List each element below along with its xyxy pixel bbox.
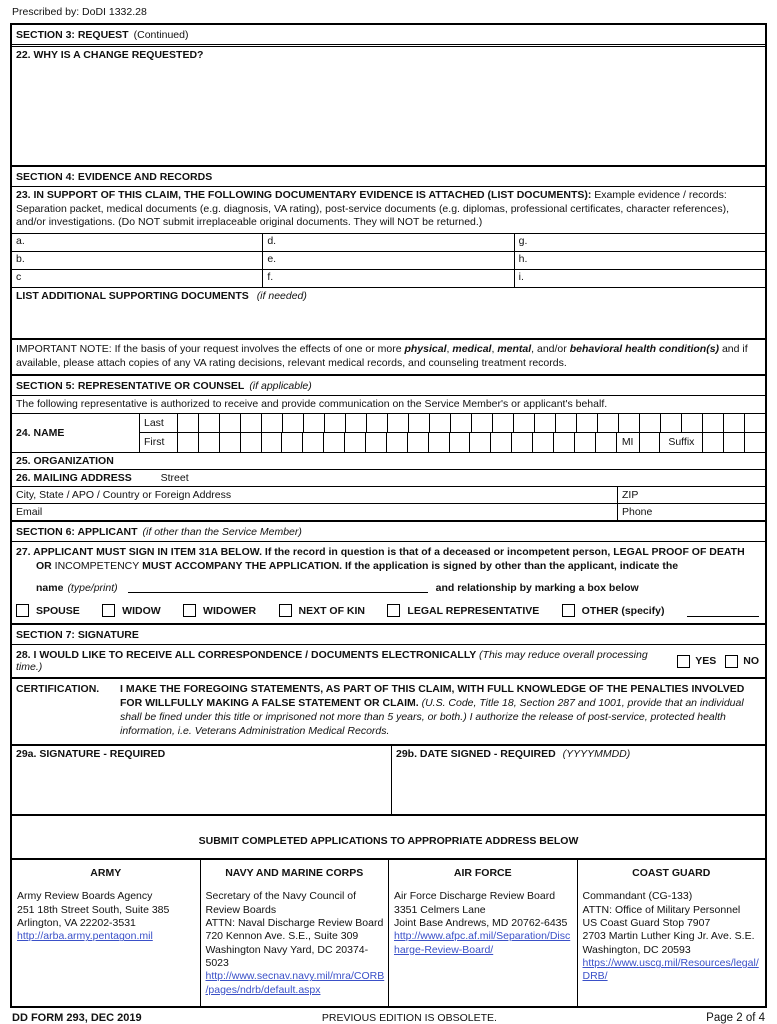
last-name-char-box[interactable] — [388, 414, 409, 432]
document-item-label: e. — [267, 252, 277, 265]
address-line: 720 Kennon Ave. S.E., Suite 309 — [205, 930, 359, 943]
prescribed-by-note: Prescribed by: DoDI 1332.28 — [12, 6, 147, 18]
text-segment: , — [491, 342, 498, 355]
signature-date-row — [12, 746, 765, 816]
relationship-option-spouse — [16, 604, 80, 617]
first-name-char-box[interactable] — [282, 433, 303, 452]
first-name-char-box[interactable] — [387, 433, 408, 452]
item29a-signature-field[interactable] — [12, 746, 392, 814]
city-zip-row — [12, 487, 765, 504]
checkbox-legal-representative[interactable] — [387, 604, 400, 617]
relationship-option-label: SPOUSE — [36, 604, 80, 617]
relationship-option-label: WIDOWER — [203, 604, 257, 617]
suffix-char-box[interactable] — [724, 433, 745, 452]
item26-street-field[interactable] — [12, 470, 765, 487]
section7-header: SECTION 7: SIGNATURE — [12, 625, 765, 645]
last-name-char-box[interactable] — [514, 414, 535, 432]
yes-label: YES — [695, 655, 717, 668]
last-name-char-box[interactable] — [283, 414, 304, 432]
no-checkbox[interactable] — [725, 655, 738, 668]
section6-header — [12, 522, 765, 542]
text-segment: behavioral health condition(s) — [569, 342, 720, 355]
suffix-char-box[interactable] — [703, 433, 724, 452]
branch-title: COAST GUARD — [632, 867, 711, 880]
branch-website-link[interactable]: http://arba.army.pentagon.mil — [17, 930, 153, 943]
address-line: Joint Base Andrews, MD 20762-6435 — [394, 917, 568, 930]
relationship-checkbox-row — [16, 602, 761, 617]
representative-authorization-text: The following representative is authorized to receive and provide communication on the Service Member's or applicant's behalf. — [12, 396, 765, 414]
last-name-char-box[interactable] — [262, 414, 283, 432]
item29a-label: 29a. SIGNATURE - REQUIRED — [16, 748, 166, 761]
branch-address — [389, 890, 577, 957]
first-name-char-box[interactable] — [596, 433, 617, 452]
text-segment: I MAKE THE FOREGOING STATEMENTS, AS PART OF THIS CLAIM, WITH FULL KNOWLEDGE OF THE PENALTIES INVOLVED FOR WILLFULLY MAKING A FALSE STATEMENT OR CLAIM. — [120, 683, 745, 709]
last-name-char-box[interactable] — [346, 414, 367, 432]
document-item-label: b. — [16, 252, 25, 265]
last-name-char-box[interactable] — [661, 414, 682, 432]
text-segment: 27. APPLICANT MUST SIGN IN ITEM 31A BELOW. If the record in question is that of a deceased or incompetent person, LEGAL PROOF OF DEATH OR — [16, 545, 745, 573]
other-specify-line[interactable] — [687, 605, 759, 617]
first-name-char-box[interactable] — [575, 433, 596, 452]
branch-website-link[interactable]: http://www.afpc.af.mil/Separation/Discharge-Review-Board/ — [394, 930, 571, 956]
item27-text — [16, 545, 761, 574]
first-name-char-box[interactable] — [345, 433, 366, 452]
branch-address — [12, 890, 200, 943]
last-name-char-box[interactable] — [703, 414, 724, 432]
document-item-label: d. — [267, 234, 277, 247]
first-name-char-box[interactable] — [491, 433, 512, 452]
section3-header — [12, 25, 765, 47]
relationship-instruction: and relationship by marking a box below — [435, 582, 639, 595]
page-footer — [10, 1008, 767, 1024]
address-line: ATTN: Office of Military Personnel — [582, 903, 741, 916]
document-item-d[interactable] — [263, 234, 514, 251]
text-segment: physical — [404, 342, 447, 355]
first-name-char-box[interactable] — [241, 433, 262, 452]
no-option — [725, 655, 759, 668]
text-segment: MUST ACCOMPANY THE APPLICATION. If the application is signed by other than the applicant, indicate the — [139, 560, 679, 573]
address-table — [12, 860, 765, 1006]
last-name-char-box[interactable] — [199, 414, 220, 432]
relationship-option-other-specify — [562, 604, 665, 617]
relationship-option-widower — [183, 604, 256, 617]
yes-checkbox[interactable] — [677, 655, 690, 668]
section6-qualifier: (if other than the Service Member) — [142, 525, 302, 538]
first-name-char-box[interactable] — [408, 433, 429, 452]
relationship-option-label: OTHER (specify) — [581, 604, 665, 617]
document-item-c[interactable] — [12, 270, 263, 287]
document-item-g[interactable] — [515, 234, 765, 251]
text-segment: (This may reduce overall processing time.) — [16, 649, 648, 674]
relationship-option-legal-representative — [387, 604, 539, 617]
document-list-grid — [12, 234, 765, 288]
certification-label: CERTIFICATION. — [16, 683, 100, 696]
last-name-char-box[interactable] — [325, 414, 346, 432]
address-column-navy-and-marine-corps — [201, 860, 390, 1006]
last-name-char-box[interactable] — [724, 414, 745, 432]
address-line: Secretary of the Navy Council of Review Boards — [205, 890, 357, 916]
relationship-option-widow — [102, 604, 161, 617]
suffix-char-box[interactable] — [745, 433, 765, 452]
text-segment: Example evidence / records: Separation packet, medical documents (e.g. diagnosis, VA rating), post-service documents (e.g. diplomas, professional certificates, character references), and/or investigations. (Do NOT submit irreplaceable original documents. They will NOT be returned.) — [16, 189, 729, 229]
first-name-char-box[interactable] — [324, 433, 345, 452]
document-item-f[interactable] — [263, 270, 514, 287]
address-line: Army Review Boards Agency — [17, 890, 153, 903]
last-name-char-box[interactable] — [598, 414, 619, 432]
branch-address — [578, 890, 766, 983]
yes-option — [677, 655, 716, 668]
text-segment: and if available, please attach copies of any VA rating decisions, relevant medical records, and counseling treatment records. — [16, 342, 748, 369]
last-name-char-box[interactable] — [493, 414, 514, 432]
mi-char-box[interactable] — [640, 433, 661, 452]
last-name-char-box[interactable] — [409, 414, 430, 432]
first-name-char-box[interactable] — [303, 433, 324, 452]
last-name-char-box[interactable] — [241, 414, 262, 432]
name-label: name — [36, 582, 64, 595]
phone-label: Phone — [622, 505, 653, 518]
name-qualifier: (type/print) — [67, 582, 118, 595]
email-label: Email — [16, 505, 43, 518]
branch-title: NAVY AND MARINE CORPS — [225, 867, 364, 880]
item29b-format-hint: (YYYYMMDD) — [562, 748, 631, 761]
first-name-char-box[interactable] — [554, 433, 575, 452]
address-line: ATTN: Naval Discharge Review Board — [205, 917, 384, 930]
address-line: Commandant (CG-133) — [582, 890, 693, 903]
text-segment: mental — [497, 342, 532, 355]
address-line: Washington, DC 20593 — [582, 943, 691, 956]
first-name-char-box[interactable] — [512, 433, 533, 452]
branch-address — [201, 890, 389, 997]
item24-label: 24. NAME — [12, 414, 140, 452]
first-name-char-box[interactable] — [429, 433, 450, 452]
document-item-a[interactable] — [12, 234, 263, 251]
document-list-row — [12, 234, 765, 252]
branch-title: AIR FORCE — [453, 867, 512, 880]
last-name-char-box[interactable] — [640, 414, 661, 432]
document-list-row — [12, 252, 765, 270]
branch-website-link[interactable]: https://www.uscg.mil/Resources/legal/DRB/ — [582, 957, 759, 983]
additional-documents-label: LIST ADDITIONAL SUPPORTING DOCUMENTS — [16, 289, 249, 302]
last-name-char-box[interactable] — [304, 414, 325, 432]
first-name-char-box[interactable] — [533, 433, 554, 452]
section5-qualifier: (if applicable) — [249, 379, 312, 392]
important-note — [12, 340, 765, 376]
zip-label: ZIP — [622, 488, 639, 501]
first-name-char-box[interactable] — [199, 433, 220, 452]
last-name-char-box[interactable] — [619, 414, 640, 432]
last-name-char-box[interactable] — [745, 414, 765, 432]
item27-applicant-block — [12, 542, 765, 625]
first-name-char-box[interactable] — [220, 433, 241, 452]
branch-website-link[interactable]: http://www.secnav.navy.mil/mra/CORB/pages/ndrb/default.aspx — [205, 970, 385, 996]
edition-note: PREVIOUS EDITION IS OBSOLETE. — [321, 1012, 497, 1024]
address-line: 2703 Martin Luther King Jr. Ave. S.E. — [582, 930, 755, 943]
text-segment: INCOMPETENCY — [54, 560, 140, 573]
document-item-label: g. — [518, 234, 528, 247]
section5-title: SECTION 5: REPRESENTATIVE OR COUNSEL — [16, 379, 245, 392]
suffix-label: Suffix — [660, 433, 703, 452]
checkbox-spouse[interactable] — [16, 604, 29, 617]
city-state-field[interactable] — [12, 487, 617, 503]
form-number: DD FORM 293, DEC 2019 — [12, 1012, 142, 1024]
document-item-label: a. — [16, 234, 25, 247]
email-phone-row — [12, 504, 765, 522]
branch-title: ARMY — [90, 867, 122, 880]
address-column-coast-guard — [578, 860, 766, 1006]
last-name-char-box[interactable] — [178, 414, 199, 432]
submit-instruction: SUBMIT COMPLETED APPLICATIONS TO APPROPRIATE ADDRESS BELOW — [12, 816, 765, 860]
text-segment: , — [446, 342, 453, 355]
document-item-e[interactable] — [263, 252, 514, 269]
item24-name-grid — [12, 414, 765, 453]
checkbox-other-specify[interactable] — [562, 604, 575, 617]
section4-header: SECTION 4: EVIDENCE AND RECORDS — [12, 167, 765, 187]
item29b-label: 29b. DATE SIGNED - REQUIRED — [396, 748, 556, 761]
text-segment: 23. IN SUPPORT OF THIS CLAIM, THE FOLLOWING DOCUMENTARY EVIDENCE IS ATTACHED (LIST DOCUMENTS): — [16, 189, 595, 201]
address-line: Washington Navy Yard, DC 20374-5023 — [205, 943, 369, 970]
page-number: Page 2 of 4 — [706, 1012, 765, 1024]
last-name-char-box[interactable] — [472, 414, 493, 432]
item22-label: 22. WHY IS A CHANGE REQUESTED? — [16, 49, 204, 61]
section3-title: SECTION 3: REQUEST — [16, 29, 129, 41]
address-line: 3351 Celmers Lane — [394, 903, 486, 916]
name-grid-last-row — [140, 414, 765, 433]
last-name-char-box[interactable] — [682, 414, 703, 432]
name-grid-rows — [140, 414, 765, 452]
additional-documents-field[interactable] — [12, 288, 765, 340]
document-item-label: h. — [518, 252, 528, 265]
document-item-label: f. — [267, 270, 274, 283]
text-segment: 28. I WOULD LIKE TO RECEIVE ALL CORRESPONDENCE / DOCUMENTS ELECTRONICALLY — [16, 649, 480, 662]
section3-qualifier: (Continued) — [133, 29, 189, 41]
item29b-date-field[interactable] — [392, 746, 765, 814]
last-name-char-box[interactable] — [430, 414, 451, 432]
no-label: NO — [743, 655, 759, 668]
city-state-label: City, State / APO / Country or Foreign Address — [16, 488, 232, 501]
name-grid-first-row — [140, 433, 765, 452]
text-segment: IMPORTANT NOTE: If the basis of your request involves the effects of one or more — [16, 342, 405, 355]
last-name-char-box[interactable] — [451, 414, 472, 432]
last-name-char-box[interactable] — [367, 414, 388, 432]
relationship-option-label: LEGAL REPRESENTATIVE — [407, 604, 540, 617]
item23-evidence-text — [12, 187, 765, 234]
relationship-option-label: NEXT OF KIN — [298, 604, 366, 617]
document-item-h[interactable] — [515, 252, 765, 269]
document-list-row — [12, 270, 765, 287]
document-item-i[interactable] — [515, 270, 765, 287]
mi-label: MI — [617, 433, 640, 452]
section5-header — [12, 376, 765, 396]
dd293-form — [10, 23, 767, 1008]
first-name-label: First — [140, 433, 178, 452]
first-name-char-box[interactable] — [366, 433, 387, 452]
address-line: 251 18th Street South, Suite 385 — [17, 903, 170, 916]
last-name-char-box[interactable] — [577, 414, 598, 432]
street-label: Street — [160, 471, 189, 484]
relationship-option-label: WIDOW — [122, 604, 161, 617]
address-column-air-force — [389, 860, 578, 1006]
item25-label: 25. ORGANIZATION — [16, 454, 114, 467]
relationship-option-next-of-kin — [279, 604, 366, 617]
checkbox-widow[interactable] — [102, 604, 115, 617]
address-line: US Coast Guard Stop 7907 — [582, 917, 711, 930]
applicant-name-input-line[interactable] — [128, 581, 428, 593]
item25-organization-field[interactable] — [12, 453, 765, 470]
item22-why-change-field[interactable] — [12, 47, 765, 167]
section6-title: SECTION 6: APPLICANT — [16, 525, 138, 538]
last-name-char-box[interactable] — [556, 414, 577, 432]
item28-electronic-row — [12, 645, 765, 679]
last-name-char-box[interactable] — [220, 414, 241, 432]
additional-documents-qualifier: (if needed) — [256, 289, 307, 302]
text-segment: (U.S. Code, Title 18, Section 287 and 1001, provide that an individual shall be fined under this title or imprisoned not more than 5 years, or both.) I authorize the release of post-service, protected health information, i.e. Veterans Administration Medical Records. — [120, 696, 744, 737]
checkbox-widower[interactable] — [183, 604, 196, 617]
item28-text — [16, 649, 668, 673]
first-name-char-box[interactable] — [470, 433, 491, 452]
first-name-char-box[interactable] — [450, 433, 471, 452]
item26-label: 26. MAILING ADDRESS — [16, 471, 132, 484]
last-name-label: Last — [140, 414, 178, 432]
zip-field[interactable] — [617, 487, 765, 503]
first-name-char-box[interactable] — [262, 433, 283, 452]
first-name-char-box[interactable] — [178, 433, 199, 452]
document-item-label: c — [16, 270, 22, 283]
email-field[interactable] — [12, 504, 617, 520]
document-item-label: i. — [518, 270, 524, 283]
last-name-char-box[interactable] — [535, 414, 556, 432]
certification-text — [120, 683, 757, 738]
address-line: Arlington, VA 22202-3531 — [17, 917, 136, 930]
text-segment: medical — [452, 342, 492, 355]
address-column-army — [12, 860, 201, 1006]
document-item-b[interactable] — [12, 252, 263, 269]
applicant-name-line — [36, 581, 761, 594]
certification-block — [12, 679, 765, 746]
text-segment: , and/or — [531, 342, 570, 355]
checkbox-next-of-kin[interactable] — [279, 604, 292, 617]
address-line: Air Force Discharge Review Board — [394, 890, 556, 903]
phone-field[interactable] — [617, 504, 765, 520]
